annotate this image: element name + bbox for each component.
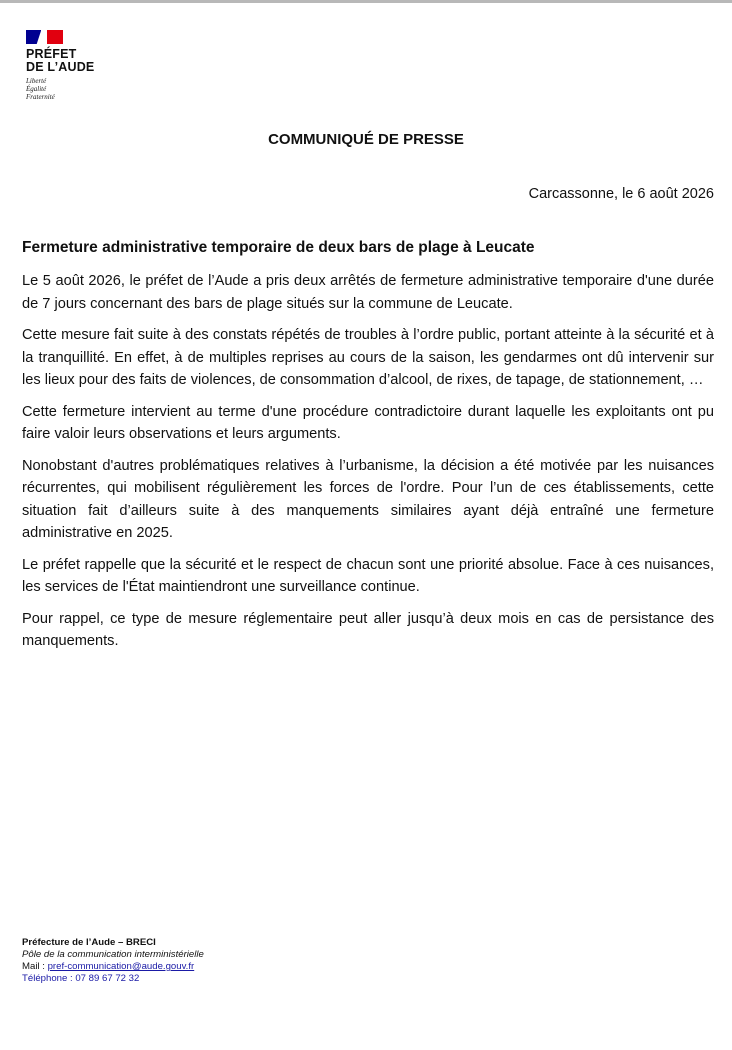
footer-pole: Pôle de la communication interministérielle (22, 949, 204, 960)
footer-phone: Téléphone : 07 89 67 72 32 (22, 973, 140, 984)
document-body (22, 270, 714, 662)
paragraph-4: Nonobstant d'autres problématiques relatives à l’urbanisme, la décision a été motivée par les nuisances récurrentes, qui mobilisent régulièrement les forces de l'ordre. Pour l’un de ces établissements, cette situation fait d’ailleurs suite à des manquements similaires ayant déjà entraîné une fermeture administrative en 2025. (22, 457, 714, 541)
french-flag-icon (26, 30, 63, 44)
prefet-logo (26, 30, 94, 101)
paragraph-6: Pour rappel, ce type de mesure réglementaire peut aller jusqu’à deux mois en cas de persistance des manquements. (22, 610, 714, 649)
motto-fraternite: Fraternité (26, 93, 55, 101)
footer-mail-label: Mail : (22, 961, 48, 972)
footer-mail-row (22, 961, 204, 973)
footer-contact (22, 937, 204, 985)
footer-mail-link[interactable]: pref-communication@aude.gouv.fr (47, 961, 195, 972)
paragraph-5: Le préfet rappelle que la sécurité et le respect de chacun sont une priorité absolue. Face à ces nuisances, les services de l'État maintiendront une surveillance continue. (22, 556, 714, 595)
paragraph-3: Cette fermeture intervient au terme d'une procédure contradictoire durant laquelle les exploitants ont pu faire valoir leurs observations et leurs arguments. (22, 403, 714, 442)
footer-org: Préfecture de l’Aude – BRECI (22, 937, 156, 948)
document-subject: Fermeture administrative temporaire de deux bars de plage à Leucate (22, 239, 535, 256)
paragraph-1: Le 5 août 2026, le préfet de l’Aude a pris deux arrêtés de fermeture administrative temporaire d'une durée de 7 jours concernant des bars de plage situés sur la commune de Leucate. (22, 273, 714, 312)
logo-title-line2: DE L’AUDE (26, 60, 95, 74)
document-heading: COMMUNIQUÉ DE PRESSE (268, 131, 464, 148)
logo-title-line1: PRÉFET (26, 47, 77, 61)
logo-title (26, 48, 94, 74)
logo-motto (26, 77, 94, 101)
motto-egalite: Égalité (26, 85, 47, 93)
paragraph-2: Cette mesure fait suite à des constats répétés de troubles à l’ordre public, portant atteinte à la sécurité et à la tranquillité. En effet, à de multiples reprises au cours de la saison, les gendarmes ont dû intervenir sur les lieux pour des faits de violences, de consommation d’alcool, de rixes, de tapage, de stationnement, … (22, 327, 714, 388)
motto-liberte: Liberté (26, 77, 47, 85)
top-border (0, 0, 732, 3)
document-date: Carcassonne, le 6 août 2026 (528, 186, 714, 202)
